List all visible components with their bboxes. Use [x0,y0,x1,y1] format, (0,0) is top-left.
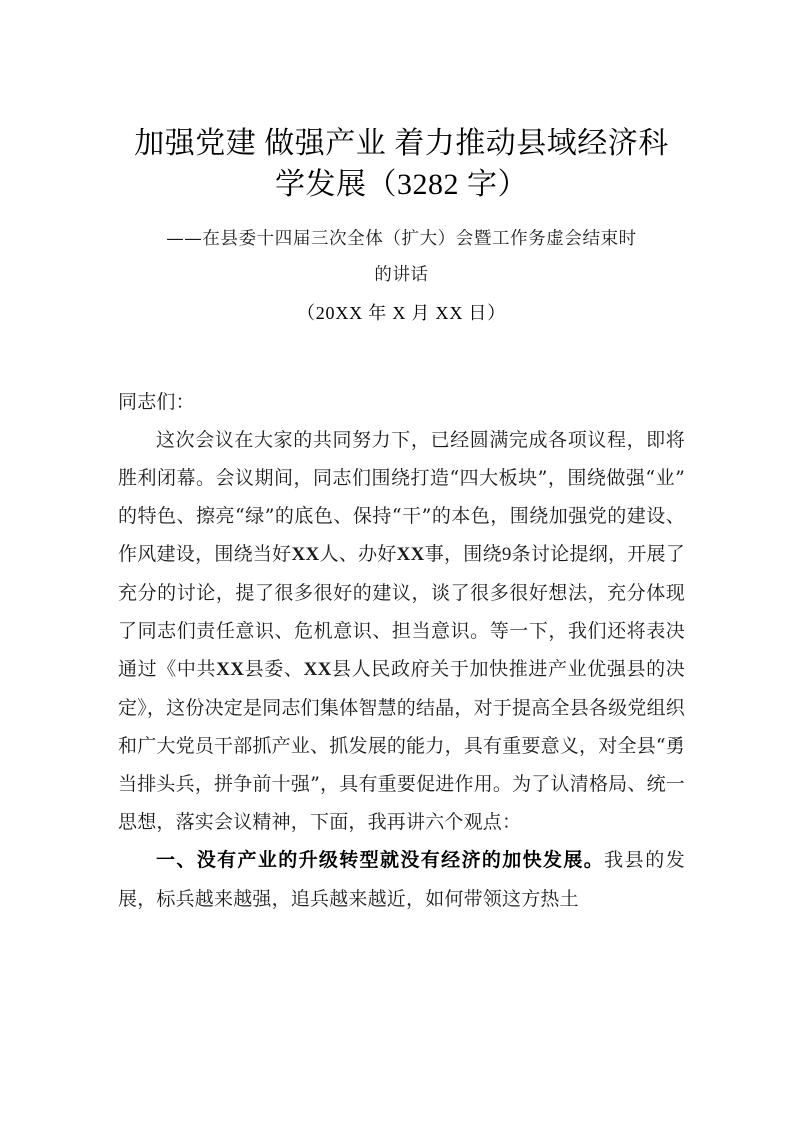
latin-run: XX [291,544,320,565]
text-run: 我县的发展，标兵越来越强，追兵越来越近，如何带领这方热土 [118,849,685,910]
text-run: 条讨论提纲，开展了充分的讨论，提了很多很好的建议，谈了很多很好想法，充分体现了同志们责任意识、危机意识、担当意识。等一下，我们还将表决通过《中共 [118,543,685,680]
body-paragraph [118,421,685,841]
date-body-spacer [118,331,685,383]
title-subtitle-spacer [118,205,685,221]
document-title [118,123,685,205]
document-title-line-1: 加强党建 做强产业 着力推动县域经济科 [134,127,669,160]
text-run: 人、办好 [319,543,397,565]
document-subtitle [118,221,685,293]
section-heading-run: 一、没有产业的升级转型就没有经济的加快发展。 [156,850,605,871]
text-run: 县人民政府关于加快推进产业优强县的决定》，这份决定是同志们集体智慧的结晶，对于提高全县各级党组织和广大党员干部抓产业、抓发展的能力，具有重要意义，对全县“勇当排头兵，拼争前十强”，具有重要促进作用。为了认清格局、统一思想，落实会议精神，下面，我再讲六个观点： [118,658,685,833]
document-subtitle-line-2: 的讲话 [374,265,429,285]
document-body [118,383,685,918]
number-run: 9 [501,544,512,565]
latin-run: XX [396,544,425,565]
document-title-line-2: 学发展（3282 字） [275,168,528,201]
body-paragraph [118,841,685,918]
salutation: 同志们： [118,391,195,413]
latin-run: XX [303,659,332,680]
document-subtitle-line-1: ——在县委十四届三次全体（扩大）会暨工作务虚会结束时 [166,229,637,249]
document-content [118,0,685,918]
title-top-spacer [118,0,685,123]
document-date-line: （20XX 年 X 月 XX 日） [296,303,507,323]
latin-run: XX [216,659,245,680]
text-run: 这次会议在大家的共同努力下，已经圆满完成各项议程，即将胜利闭幕。会议期间，同志们围绕打造“四大板块”，围绕做强“业”的特色、擦亮“绿”的底色、保持“干”的本色，围绕加强党的建设、作风建设，围绕当好 [118,429,685,565]
text-run: 县委、 [244,658,304,680]
text-run: 事，围绕 [424,543,502,565]
